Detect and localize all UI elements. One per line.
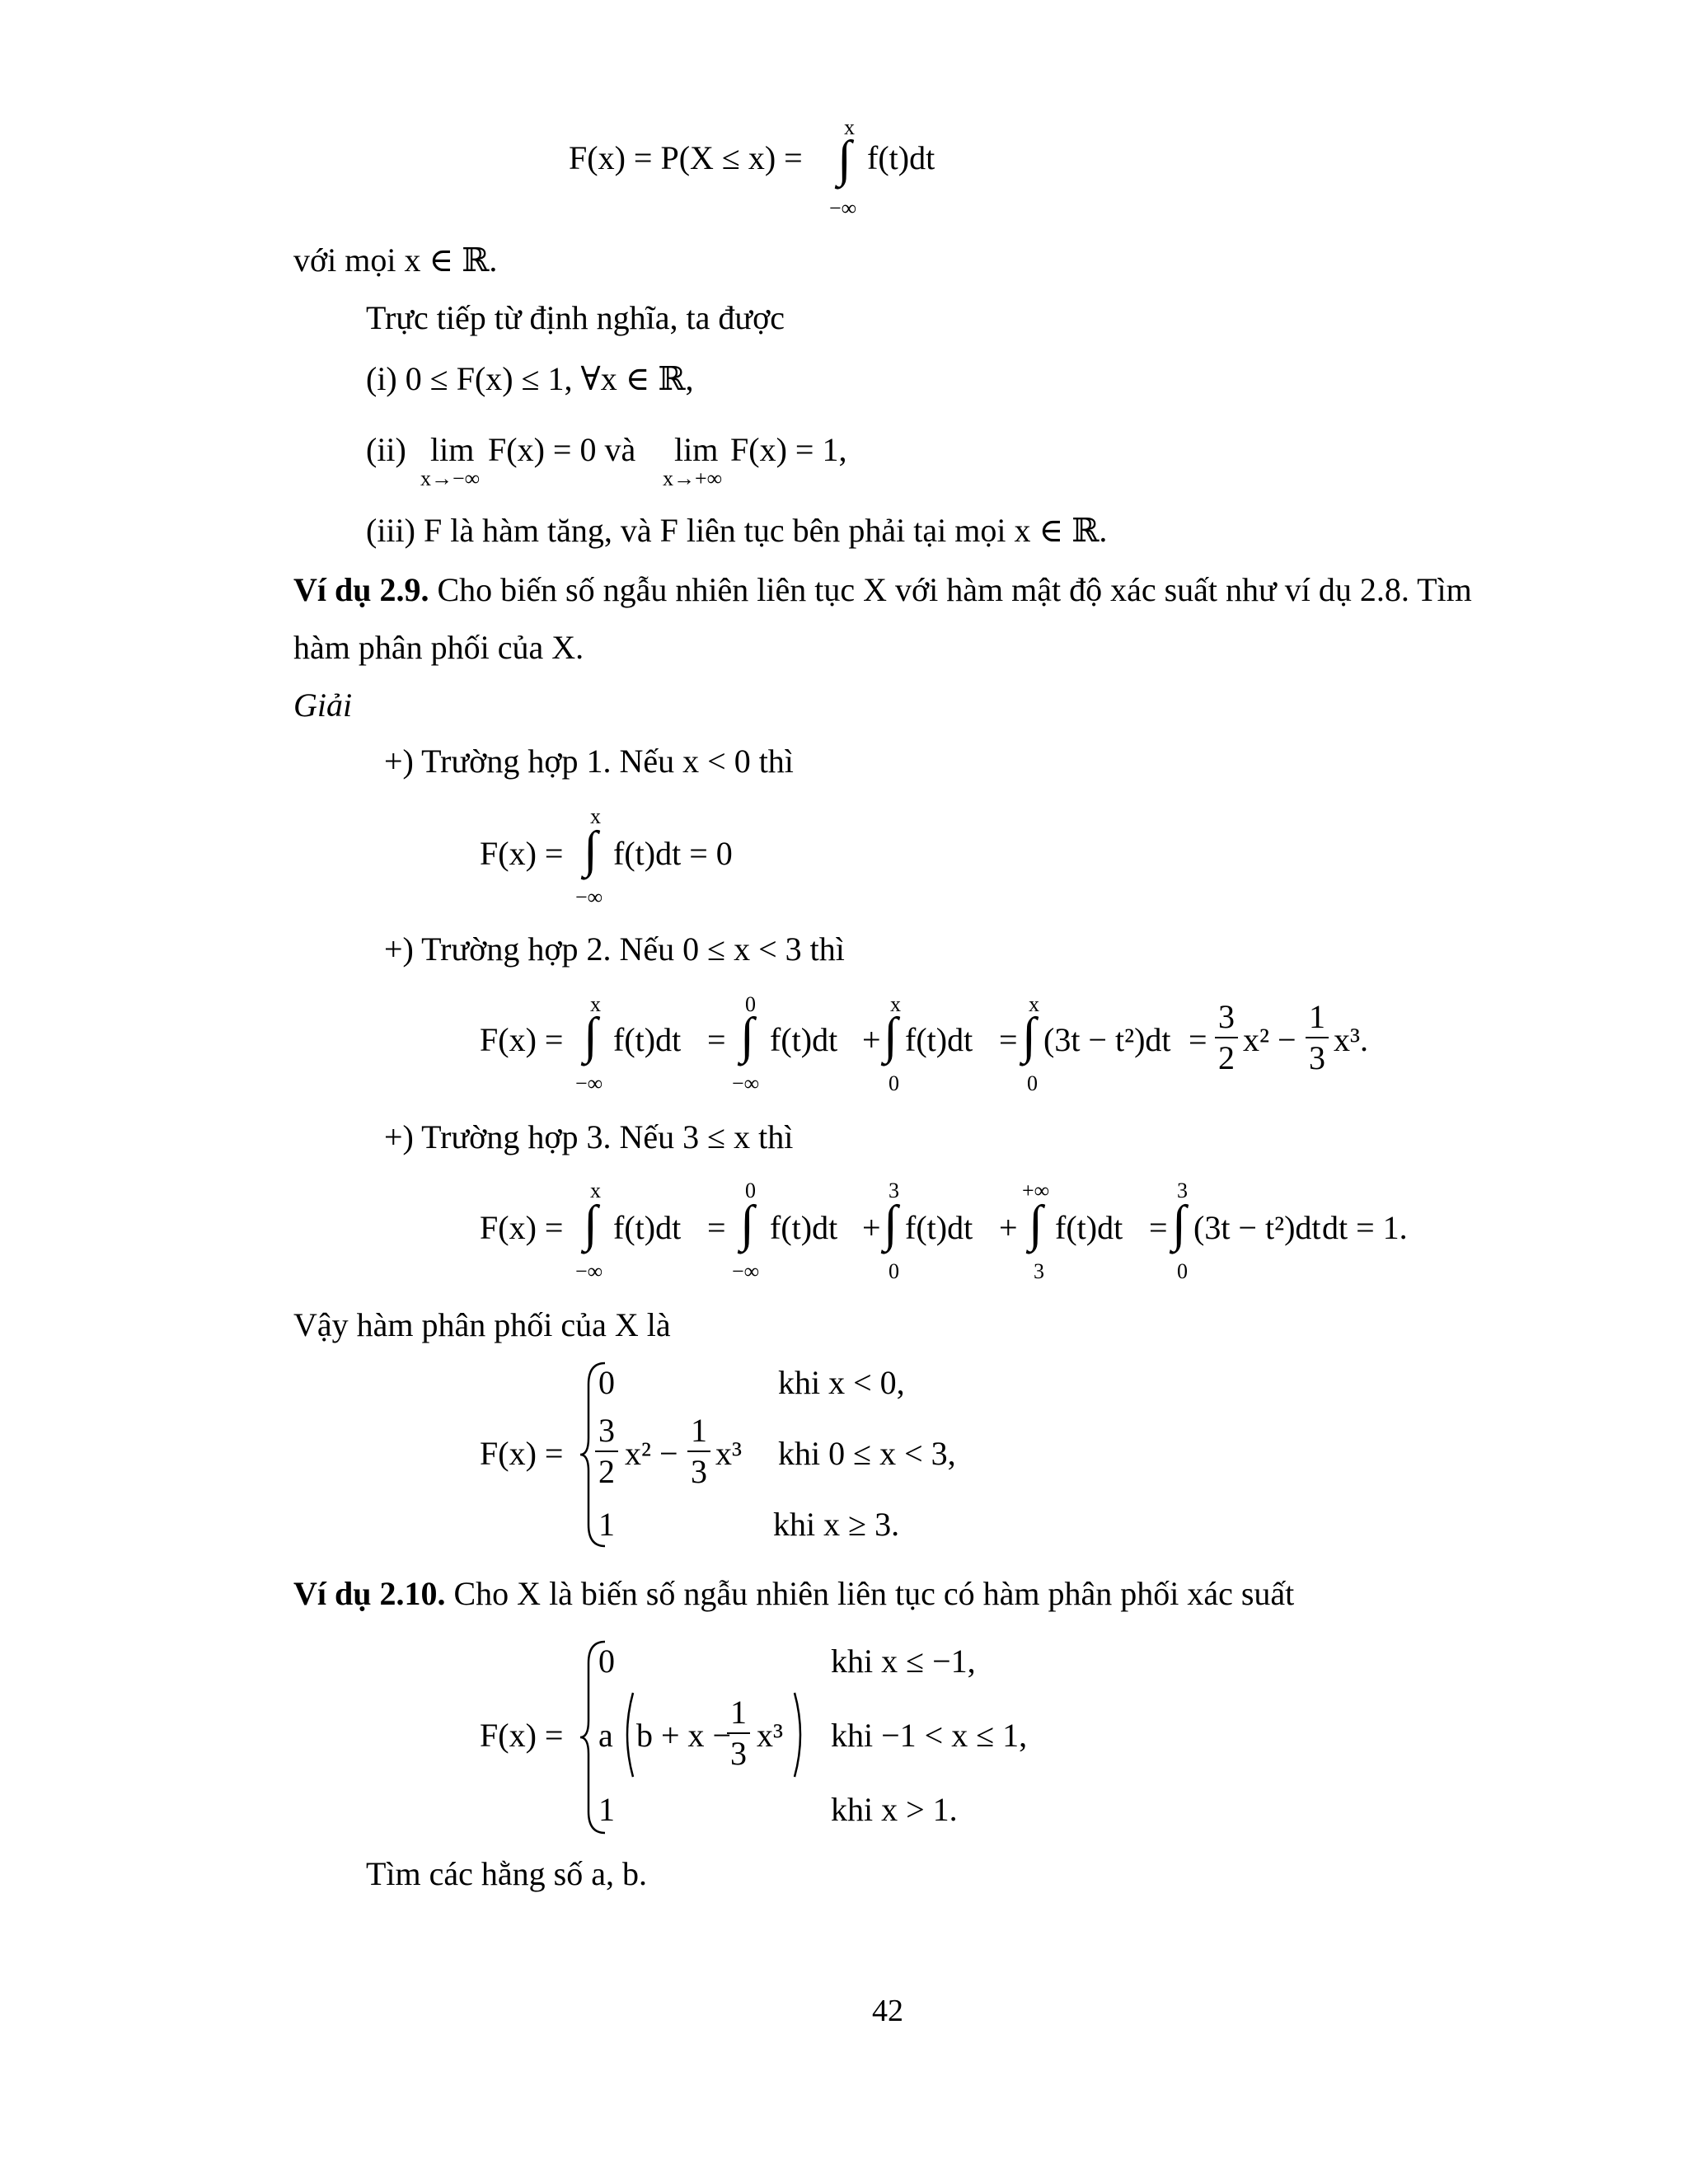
example-2-9-line2: hàm phân phối của X. [293,629,584,666]
int2-lower: −∞ [732,1259,760,1283]
integral-sign: ∫ [1022,1008,1036,1064]
fraction-1-3: $\frac{1}{3}$ [727,1696,750,1770]
integral-sign: ∫ [740,1196,754,1252]
int3-upper: 3 [889,1179,899,1202]
int5-upper: 3 [1177,1179,1188,1202]
example-2-9-line1 [293,571,1472,608]
left-paren-icon [618,1690,636,1780]
row2-condition: khi −1 < x ≤ 1, [831,1717,1028,1754]
equals: = [707,1021,726,1058]
example-2-9-text1: Cho biến số ngẫu nhiên liên tục X với hàm mật độ xác suất như ví dụ 2.8. Tìm [429,571,1472,608]
int2-body: f(t)dt [770,1209,838,1246]
plus: + [862,1209,881,1246]
int1-upper: x [590,1179,601,1202]
int5-lower: 0 [1177,1259,1188,1283]
int2-upper: 0 [745,992,756,1016]
lim-1-sub: x→−∞ [420,466,481,490]
fraction-3-2: $\frac{3}{2}$ [1215,1001,1238,1075]
row3-value: 1 [598,1791,615,1828]
integral-sign: ∫ [740,1008,754,1064]
case-3: +) Trường hợp 3. Nếu 3 ≤ x thì [384,1118,794,1155]
integral-sign: ∫ [584,1196,598,1252]
int3-upper: x [890,992,901,1016]
integral-sign: ∫ [884,1008,898,1064]
integral-sign: ∫ [884,1196,898,1252]
int3-lower: 0 [889,1071,899,1095]
int5-body: (3t − t²)dt [1193,1209,1321,1246]
int1-lower: −∞ [575,1259,603,1283]
case-2-lhs: F(x) = [480,1021,564,1058]
equals-one: dt = 1. [1322,1209,1408,1246]
cdf-lhs: F(x) = P(X ≤ x) = [569,139,803,176]
integral-sign: ∫ [1172,1196,1186,1252]
int4-upper: x [1029,992,1039,1016]
prop-ii-end: F(x) = 1, [730,431,847,468]
case-1-lower: −∞ [575,885,603,909]
row3-condition: khi x ≥ 3. [773,1506,900,1543]
row3-value: 1 [598,1506,615,1543]
x-cubed-term: x³. [1334,1021,1368,1058]
equals: = [1189,1021,1207,1058]
integral-sign: ∫ [837,131,851,187]
case-1-upper: x [590,804,601,828]
right-paren-icon [791,1690,809,1780]
case-3-lhs: F(x) = [480,1209,564,1246]
int4-lower: 3 [1034,1259,1044,1283]
fraction-1-3: $\frac{1}{3}$ [1306,1001,1329,1075]
for-all-text: với mọi x ∈ ℝ. [293,241,498,279]
row2-x-cubed: x³ [757,1717,783,1754]
prop-ii-label: (ii) [366,431,406,468]
property-iii: (iii) F là hàm tăng, và F liên tục bên phải tại mọi x ∈ ℝ. [366,512,1108,549]
x-squared-term: x² − [1243,1021,1296,1058]
solution-heading: Giải [293,687,353,724]
example-2-10-text: Cho X là biến số ngẫu nhiên liên tục có hàm phân phối xác suất [445,1575,1295,1612]
integral-sign: ∫ [584,1008,598,1064]
row1-value: 0 [598,1364,615,1401]
int4-body: f(t)dt [1055,1209,1123,1246]
plus: + [999,1209,1018,1246]
lim-1: lim [430,431,475,468]
property-i: (i) 0 ≤ F(x) ≤ 1, ∀x ∈ ℝ, [366,360,694,397]
int4-upper: +∞ [1022,1179,1050,1202]
int2-body: f(t)dt [770,1021,838,1058]
row2-x-squared: x² − [625,1435,678,1472]
row2-x-cubed: x³ [715,1435,742,1472]
fraction-1-3: $\frac{1}{3}$ [687,1414,710,1488]
row2-condition: khi 0 ≤ x < 3, [778,1435,956,1472]
int1-upper: x [590,992,601,1016]
lim-2: lim [674,431,719,468]
direct-text: Trực tiếp từ định nghĩa, ta được [366,299,785,336]
piecewise-lhs: F(x) = [480,1717,564,1754]
conclusion-text: Vậy hàm phân phối của X là [293,1306,671,1343]
fraction-3-2: $\frac{3}{2}$ [595,1414,618,1488]
int1-body: f(t)dt [613,1209,682,1246]
row3-condition: khi x > 1. [831,1791,958,1828]
row1-condition: khi x ≤ −1, [831,1643,976,1680]
row2-inner: b + x − [636,1717,732,1754]
equals: = [999,1021,1018,1058]
example-2-9-label: Ví dụ 2.9. [293,571,429,608]
row2-a: a [598,1717,613,1754]
int2-upper: 0 [745,1179,756,1202]
int4-lower: 0 [1027,1071,1038,1095]
integral-upper: x [844,115,855,139]
int3-body: f(t)dt [905,1209,973,1246]
equals: = [1149,1209,1168,1246]
integral-sign: ∫ [1029,1196,1043,1252]
lim-2-sub: x→+∞ [663,466,723,490]
plus: + [862,1021,881,1058]
int3-lower: 0 [889,1259,899,1283]
int4-body: (3t − t²)dt [1043,1021,1171,1058]
int1-lower: −∞ [575,1071,603,1095]
case-1-rhs: f(t)dt = 0 [613,835,733,872]
case-1: +) Trường hợp 1. Nếu x < 0 thì [384,743,794,780]
case-1-lhs: F(x) = [480,835,564,872]
example-2-10-label: Ví dụ 2.10. [293,1575,446,1612]
equals: = [707,1209,726,1246]
row1-condition: khi x < 0, [778,1364,905,1401]
int3-body: f(t)dt [905,1021,973,1058]
case-2: +) Trường hợp 2. Nếu 0 ≤ x < 3 thì [384,930,845,968]
task-text: Tìm các hằng số a, b. [366,1855,647,1892]
int2-lower: −∞ [732,1071,760,1095]
page-number: 42 [872,1994,903,2028]
integral-lower: −∞ [829,196,857,220]
int1-body: f(t)dt [613,1021,682,1058]
integral-sign: ∫ [584,822,598,878]
row1-value: 0 [598,1643,615,1680]
integrand: f(t)dt [867,139,935,176]
prop-ii-mid: F(x) = 0 và [488,431,636,468]
piecewise-lhs: F(x) = [480,1435,564,1472]
example-2-10-line [293,1577,1294,1610]
